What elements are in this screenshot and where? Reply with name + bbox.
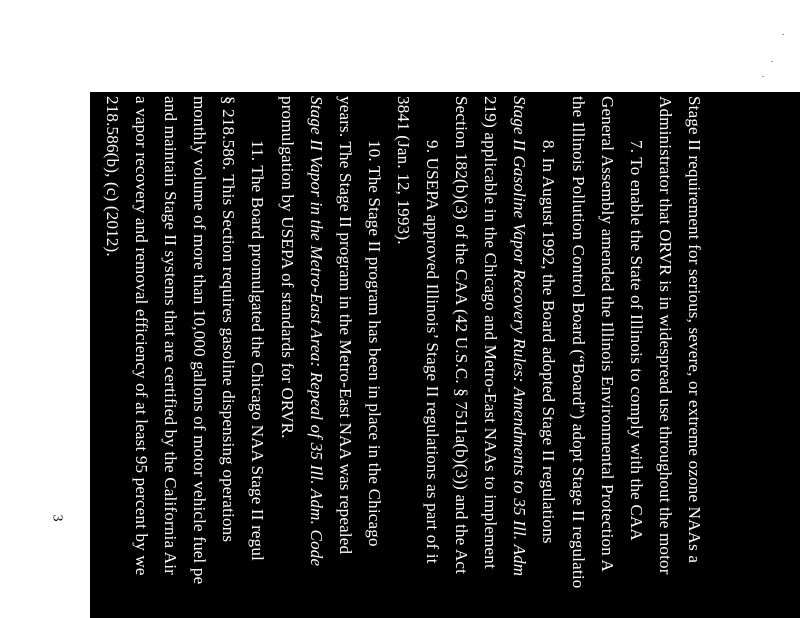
text-line: 219) applicable in the Chicago and Metro-East NAAs to implement — [481, 96, 501, 569]
text-line: § 218.586. This Section requires gasoline dispensing operations — [219, 96, 239, 543]
scan-speck — [771, 61, 773, 62]
text-line: 218.586(b), (c) (2012). — [103, 96, 122, 257]
text-line: 8. In August 1992, the Board adopted Stage II regulations — [539, 140, 559, 544]
text-line: monthly volume of more than 10,000 gallons of motor vehicle fuel pe — [190, 96, 210, 585]
text-line: promulgation by USEPA of standards for ORVR. — [277, 96, 297, 439]
scanned-page — [90, 92, 800, 618]
scan-speck — [762, 76, 764, 77]
text-line: Section 182(b)(3) of the CAA (42 U.S.C. § 7511a(b)(3)) and the Act — [452, 96, 472, 575]
text-line: 3841 (Jan. 12, 1993). — [394, 96, 413, 245]
text-line: years. The Stage II program in the Metro-East NAA was repealed — [335, 96, 355, 555]
text-line: 7. To enable the State of Illinois to comply with the CAA — [626, 140, 646, 541]
text-line: Administrator that ORVR is in widespread use throughout the motor — [655, 96, 675, 575]
rotated-text-block — [90, 92, 800, 618]
text-line: Stage II Vapor in the Metro-East Area: Repeal of 35 Ill. Adm. Code — [306, 96, 326, 567]
text-line: a vapor recovery and removal efficiency of at least 95 percent by we — [132, 96, 152, 576]
text-line: Stage II Gasoline Vapor Recovery Rules: Amendments to 35 Ill. Adm — [510, 96, 530, 577]
text-line: Stage II requirement for serious, severe, or extreme ozone NAAs a — [685, 96, 704, 564]
text-line: 10. The Stage II program has been in place in the Chicago — [364, 140, 384, 547]
scan-speck — [782, 34, 784, 35]
text-line: the Illinois Pollution Control Board (“Board”) adopt Stage II regulatio — [568, 96, 588, 589]
text-line: 11. The Board promulgated the Chicago NAA Stage II regul — [248, 140, 268, 561]
text-line: 9. USEPA approved Illinois’ Stage II regulations as part of it — [423, 140, 443, 564]
page-number: 3 — [49, 514, 65, 522]
text-line: and maintain Stage II systems that are certified by the California Air — [161, 96, 181, 575]
text-line: General Assembly amended the Illinois Environmental Protection A — [597, 96, 617, 572]
